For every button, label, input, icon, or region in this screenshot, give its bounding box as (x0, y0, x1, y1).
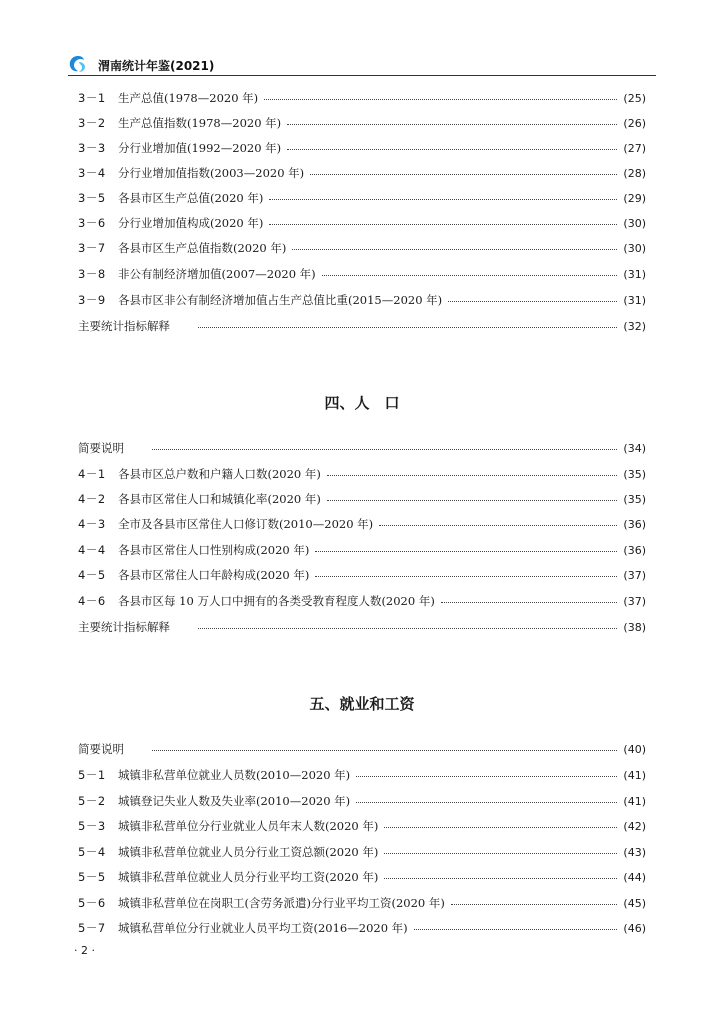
toc-entry[interactable] (78, 816, 646, 836)
entry-page: (31) (623, 267, 646, 281)
entry-title: 城镇登记失业人数及失业率(2010—2020 年) (118, 794, 351, 808)
entry-number: 3－8 (78, 267, 106, 281)
toc-entry[interactable] (78, 565, 646, 585)
entry-page: (34) (623, 441, 646, 455)
toc-entry[interactable] (78, 514, 646, 534)
entry-title: 城镇非私营单位就业人员分行业工资总额(2020 年) (118, 845, 379, 859)
dot-leader (327, 499, 618, 501)
header-rule (68, 75, 656, 76)
toc-entry[interactable] (78, 918, 646, 938)
dot-leader (292, 248, 617, 250)
entry-title: 简要说明 (78, 441, 124, 455)
entry-title: 生产总值(1978—2020 年) (118, 91, 259, 105)
entry-title: 简要说明 (78, 742, 124, 756)
toc-entry[interactable] (78, 213, 646, 233)
toc-entry[interactable] (78, 842, 646, 862)
entry-page: (37) (623, 568, 646, 582)
entry-page: (37) (623, 594, 646, 608)
entry-title: 各县市区常住人口年龄构成(2020 年) (118, 568, 310, 582)
entry-title: 非公有制经济增加值(2007—2020 年) (118, 267, 316, 281)
entry-number: 3－2 (78, 116, 106, 130)
entry-page: (45) (623, 896, 646, 910)
toc-entry[interactable] (78, 540, 646, 560)
toc-entry-intro[interactable] (78, 739, 646, 759)
entry-title: 主要统计指标解释 (78, 620, 170, 634)
entry-title: 城镇私营单位分行业就业人员平均工资(2016—2020 年) (118, 921, 408, 935)
entry-title: 全市及各县市区常住人口修订数(2010—2020 年) (118, 517, 374, 531)
dot-leader (310, 173, 617, 175)
entry-page: (35) (623, 467, 646, 481)
toc-entry[interactable] (78, 138, 646, 158)
dot-leader (269, 223, 617, 225)
entry-title: 分行业增加值指数(2003—2020 年) (118, 166, 305, 180)
entry-number: 3－6 (78, 216, 106, 230)
dot-leader (287, 123, 617, 125)
header-title: 渭南统计年鉴(2021) (98, 59, 215, 73)
dot-leader (327, 474, 618, 476)
yearbook-logo-icon (68, 54, 88, 74)
entry-title: 城镇非私营单位分行业就业人员年末人数(2020 年) (118, 819, 379, 833)
entry-title: 城镇非私营单位在岗职工(含劳务派遣)分行业平均工资(2020 年) (118, 896, 445, 910)
dot-leader (379, 524, 617, 526)
entry-title: 各县市区生产总值指数(2020 年) (118, 241, 287, 255)
entry-page: (41) (623, 794, 646, 808)
toc-entry[interactable] (78, 893, 646, 913)
entry-title: 主要统计指标解释 (78, 319, 170, 333)
toc-entry-intro[interactable] (78, 438, 646, 458)
entry-page: (40) (623, 742, 646, 756)
dot-leader (152, 749, 617, 751)
entry-page: (43) (623, 845, 646, 859)
toc-entry[interactable] (78, 489, 646, 509)
entry-number: 5－6 (78, 896, 106, 910)
section-heading: 四、人 口 (324, 394, 400, 412)
toc-entry[interactable] (78, 188, 646, 208)
entry-title: 城镇非私营单位就业人员数(2010—2020 年) (118, 768, 351, 782)
dot-leader (287, 148, 617, 150)
toc-entry[interactable] (78, 791, 646, 811)
dot-leader (152, 448, 617, 450)
entry-title: 各县市区常住人口和城镇化率(2020 年) (118, 492, 321, 506)
entry-number: 3－3 (78, 141, 106, 155)
entry-page: (28) (623, 166, 646, 180)
entry-number: 4－4 (78, 543, 106, 557)
dot-leader (451, 903, 618, 905)
entry-page: (25) (623, 91, 646, 105)
entry-number: 4－1 (78, 467, 106, 481)
entry-page: (46) (623, 921, 646, 935)
entry-title: 各县市区常住人口性别构成(2020 年) (118, 543, 310, 557)
dot-leader (269, 198, 617, 200)
entry-number: 5－3 (78, 819, 106, 833)
entry-number: 5－4 (78, 845, 106, 859)
entry-title: 分行业增加值构成(2020 年) (118, 216, 264, 230)
entry-page: (27) (623, 141, 646, 155)
entry-page: (30) (623, 241, 646, 255)
entry-number: 4－6 (78, 594, 106, 608)
section-heading: 五、就业和工资 (309, 695, 415, 713)
entry-title: 各县市区每 10 万人口中拥有的各类受教育程度人数(2020 年) (118, 594, 435, 608)
dot-leader (322, 274, 618, 276)
entry-page: (32) (623, 319, 646, 333)
entry-page: (30) (623, 216, 646, 230)
dot-leader (448, 300, 617, 302)
entry-number: 4－2 (78, 492, 106, 506)
entry-number: 3－1 (78, 91, 106, 105)
entry-page: (38) (623, 620, 646, 634)
entry-page: (26) (623, 116, 646, 130)
toc-entry[interactable] (78, 464, 646, 484)
toc-entry[interactable] (78, 591, 646, 611)
dot-leader (356, 801, 617, 803)
entry-number: 3－9 (78, 293, 106, 307)
entry-title: 各县市区非公有制经济增加值占生产总值比重(2015—2020 年) (118, 293, 443, 307)
toc-entry-explain[interactable] (78, 617, 646, 637)
entry-number: 3－5 (78, 191, 106, 205)
entry-title: 各县市区生产总值(2020 年) (118, 191, 264, 205)
dot-leader (315, 550, 617, 552)
dot-leader (414, 928, 618, 930)
entry-page: (42) (623, 819, 646, 833)
entry-page: (36) (623, 543, 646, 557)
dot-leader (384, 826, 617, 828)
dot-leader (384, 877, 617, 879)
toc-entry[interactable] (78, 163, 646, 183)
entry-title: 城镇非私营单位就业人员分行业平均工资(2020 年) (118, 870, 379, 884)
page-number: · 2 · (74, 944, 95, 957)
dot-leader (384, 852, 617, 854)
entry-number: 3－4 (78, 166, 106, 180)
toc-entry[interactable] (78, 765, 646, 785)
entry-page: (29) (623, 191, 646, 205)
toc-entry[interactable] (78, 290, 646, 310)
toc-entry[interactable] (78, 238, 646, 258)
entry-title: 分行业增加值(1992—2020 年) (118, 141, 282, 155)
toc-entry[interactable] (78, 88, 646, 108)
dot-leader (198, 627, 617, 629)
entry-page: (41) (623, 768, 646, 782)
toc-entry[interactable] (78, 113, 646, 133)
entry-page: (31) (623, 293, 646, 307)
dot-leader (356, 775, 617, 777)
entry-number: 5－2 (78, 794, 106, 808)
dot-leader (198, 326, 617, 328)
entry-number: 5－5 (78, 870, 106, 884)
running-header (68, 54, 656, 76)
toc-entry-explain[interactable] (78, 316, 646, 336)
entry-page: (35) (623, 492, 646, 506)
entry-number: 5－1 (78, 768, 106, 782)
entry-number: 3－7 (78, 241, 106, 255)
entry-page: (36) (623, 517, 646, 531)
dot-leader (315, 575, 617, 577)
entry-page: (44) (623, 870, 646, 884)
entry-number: 4－5 (78, 568, 106, 582)
entry-title: 各县市区总户数和户籍人口数(2020 年) (118, 467, 321, 481)
toc-entry[interactable] (78, 867, 646, 887)
entry-number: 5－7 (78, 921, 106, 935)
toc-entry[interactable] (78, 264, 646, 284)
dot-leader (441, 601, 618, 603)
dot-leader (264, 98, 617, 100)
entry-title: 生产总值指数(1978—2020 年) (118, 116, 282, 130)
entry-number: 4－3 (78, 517, 106, 531)
